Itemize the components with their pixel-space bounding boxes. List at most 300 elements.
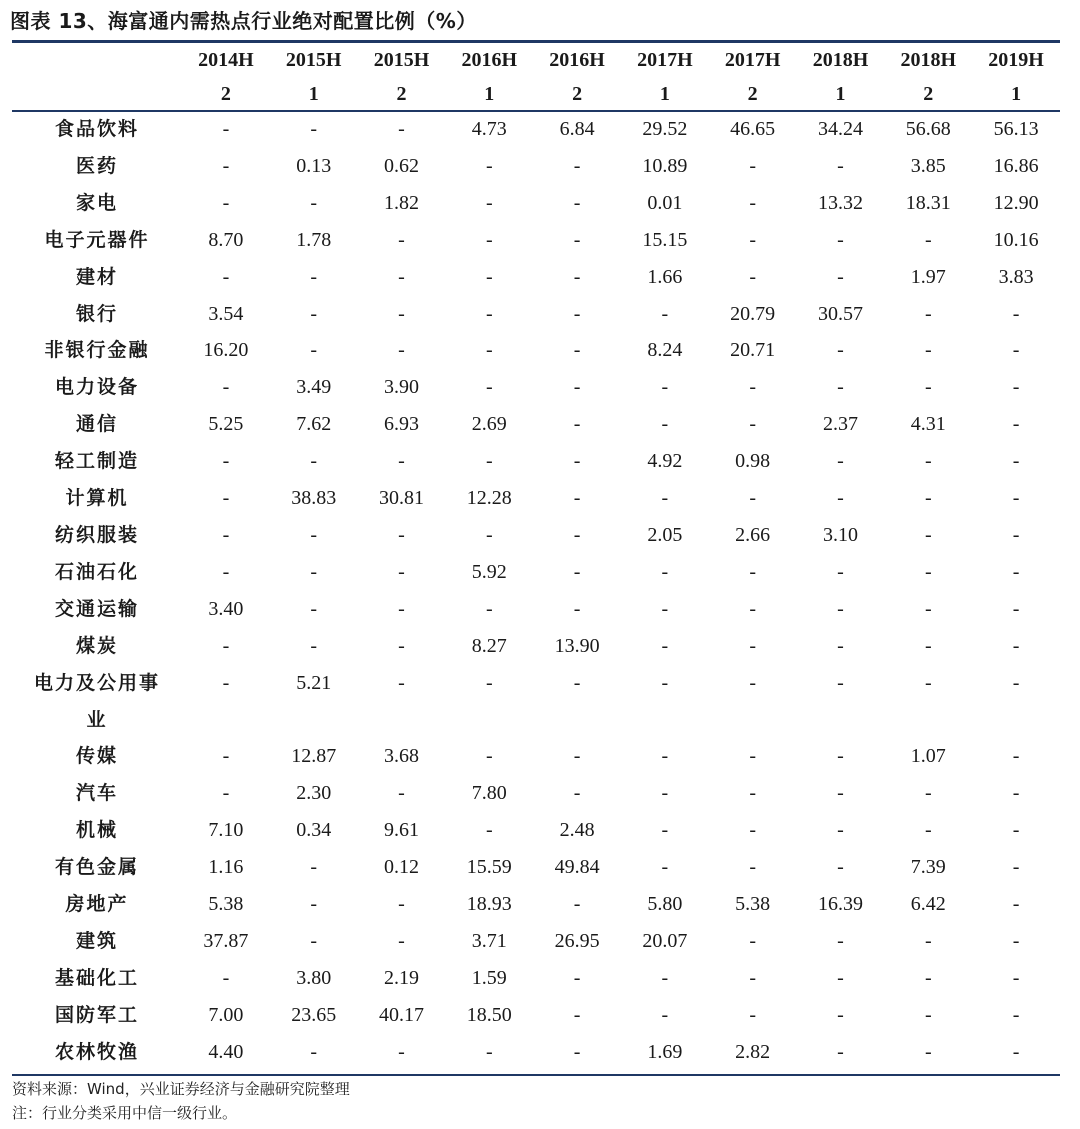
- table-cell: -: [573, 302, 581, 325]
- table-cell: 20.71: [730, 339, 776, 362]
- table-cell: -: [398, 1040, 405, 1063]
- table-cell: -: [1012, 450, 1020, 473]
- table-cell: -: [398, 450, 405, 473]
- table-cell: -: [749, 745, 757, 768]
- industry-name: 传媒: [75, 745, 118, 768]
- table-cell: -: [749, 1003, 757, 1026]
- table-cell: -: [837, 450, 844, 473]
- column-header: 2016H: [461, 49, 518, 71]
- table-cell: -: [222, 782, 230, 805]
- table-cell: -: [924, 228, 932, 251]
- column-header-half: 1: [484, 83, 495, 105]
- table-cell: -: [749, 413, 757, 436]
- table-cell: 2.66: [735, 523, 771, 546]
- table-cell: -: [661, 376, 669, 399]
- table-cell: -: [924, 339, 932, 362]
- table-cell: -: [1012, 523, 1020, 546]
- table-cell: -: [924, 523, 932, 546]
- table-cell: -: [398, 634, 405, 657]
- table-cell: 6.84: [559, 118, 595, 140]
- header-corner: [12, 42, 182, 78]
- industry-name: 纺织服装: [54, 523, 139, 546]
- table-cell: -: [573, 1040, 581, 1063]
- table-cell: -: [222, 191, 230, 214]
- table-cell: 18.31: [905, 191, 951, 214]
- table-cell: -: [749, 634, 757, 657]
- table-cell: -: [1012, 856, 1020, 879]
- table-cell: -: [661, 966, 669, 989]
- table-cell: 2.30: [296, 782, 332, 805]
- table-cell: [533, 702, 621, 739]
- table-row: [12, 812, 1060, 849]
- table-cell: -: [573, 745, 581, 768]
- table-cell: -: [924, 1040, 932, 1063]
- table-row: [12, 997, 1060, 1034]
- table-cell: 0.34: [296, 819, 332, 842]
- table-cell: 3.40: [208, 597, 244, 620]
- table-cell: -: [310, 191, 318, 214]
- table-cell: 2.69: [471, 413, 507, 436]
- table-cell: -: [837, 745, 844, 768]
- table-cell: 5.21: [296, 671, 332, 694]
- table-row: [12, 259, 1060, 296]
- industry-name: 农林牧渔: [54, 1040, 139, 1063]
- table-cell: 12.28: [466, 487, 512, 510]
- column-header: 2015H: [373, 49, 430, 71]
- table-cell: -: [749, 782, 757, 805]
- table-cell: 1.78: [296, 228, 332, 251]
- table-cell: 30.57: [817, 302, 863, 325]
- table-cell: -: [924, 1003, 932, 1026]
- table-cell: -: [924, 819, 932, 842]
- figure-title: 图表 13、海富通内需热点行业绝对配置比例（%）: [10, 9, 477, 33]
- table-cell: 13.32: [817, 191, 863, 214]
- industry-name: 电力及公用事: [33, 671, 160, 694]
- allocation-table: [12, 42, 1060, 1071]
- table-cell: -: [661, 413, 669, 436]
- table-cell: 23.65: [291, 1003, 337, 1026]
- column-header-half: 2: [747, 83, 758, 105]
- table-cell: -: [1012, 893, 1020, 916]
- table-row: [12, 886, 1060, 923]
- table-cell: -: [837, 154, 844, 177]
- table-cell: -: [1012, 1040, 1020, 1063]
- table-cell: 0.62: [383, 154, 419, 177]
- table-cell: -: [573, 228, 581, 251]
- table-cell: 1.59: [471, 966, 507, 989]
- industry-name: 国防军工: [54, 1003, 139, 1026]
- table-cell: -: [573, 154, 581, 177]
- table-cell: -: [749, 671, 757, 694]
- table-cell: -: [573, 339, 581, 362]
- table-row: [12, 1034, 1060, 1071]
- table-cell: -: [485, 339, 493, 362]
- table-cell: -: [749, 154, 757, 177]
- industry-name: 建筑: [75, 929, 118, 952]
- table-cell: [270, 702, 358, 739]
- table-cell: -: [398, 929, 405, 952]
- table-cell: 10.89: [642, 154, 688, 177]
- industry-name: 汽车: [75, 782, 118, 805]
- column-header-half: 1: [308, 83, 319, 105]
- table-cell: 15.59: [466, 856, 512, 879]
- table-cell: -: [1012, 782, 1020, 805]
- table-cell: -: [310, 523, 318, 546]
- column-header: 2017H: [637, 49, 693, 71]
- table-cell: -: [398, 560, 405, 583]
- table-cell: -: [573, 487, 581, 510]
- table-cell: -: [485, 191, 493, 214]
- column-header-half: 1: [659, 83, 670, 105]
- table-cell: 1.82: [383, 191, 419, 214]
- table-cell: -: [924, 597, 932, 620]
- table-cell: -: [310, 634, 318, 657]
- table-cell: 8.27: [471, 634, 507, 657]
- table-cell: 2.37: [822, 413, 858, 436]
- table-cell: -: [837, 597, 844, 620]
- table-cell: -: [573, 450, 581, 473]
- table-cell: 1.16: [208, 856, 244, 879]
- industry-name: 食品饮料: [54, 118, 139, 140]
- table-cell: 7.00: [208, 1003, 244, 1026]
- table-cell: -: [1012, 302, 1020, 325]
- table-cell: 9.61: [383, 819, 419, 842]
- table-row: [12, 185, 1060, 222]
- table-cell: -: [485, 154, 493, 177]
- table-cell: 8.70: [208, 228, 244, 251]
- table-cell: 4.92: [647, 450, 683, 473]
- table-cell: -: [310, 450, 318, 473]
- table-cell: 2.05: [647, 523, 683, 546]
- table-cell: -: [837, 376, 844, 399]
- table-cell: 3.85: [910, 154, 946, 177]
- table-cell: 30.81: [378, 487, 424, 510]
- table-cell: -: [1012, 929, 1020, 952]
- table-cell: 56.68: [905, 118, 951, 140]
- table-row: [12, 148, 1060, 185]
- table-cell: -: [749, 966, 757, 989]
- table-cell: -: [573, 560, 581, 583]
- table-cell: 40.17: [378, 1003, 424, 1026]
- table-cell: -: [222, 560, 230, 583]
- table-cell: -: [661, 560, 669, 583]
- table-cell: -: [1012, 487, 1020, 510]
- table-cell: 7.62: [296, 413, 332, 436]
- table-row: [12, 960, 1060, 997]
- table-cell: [797, 702, 885, 739]
- table-cell: -: [749, 819, 757, 842]
- table-cell: -: [310, 597, 318, 620]
- table-cell: -: [485, 671, 493, 694]
- table-cell: -: [310, 1040, 318, 1063]
- table-cell: 5.38: [735, 893, 771, 916]
- table-cell: 0.12: [383, 856, 419, 879]
- table-cell: -: [310, 265, 318, 288]
- table-cell: 10.16: [993, 228, 1039, 251]
- table-cell: 7.39: [910, 856, 946, 879]
- table-cell: -: [837, 228, 844, 251]
- table-cell: 0.98: [735, 450, 771, 473]
- table-cell: 1.07: [910, 745, 946, 768]
- industry-name: 电子元器件: [44, 228, 150, 251]
- table-cell: -: [1012, 376, 1020, 399]
- table-cell: -: [398, 893, 405, 916]
- table-cell: 4.31: [910, 413, 946, 436]
- table-cell: -: [837, 929, 844, 952]
- table-cell: -: [573, 671, 581, 694]
- table-cell: -: [398, 597, 405, 620]
- table-cell: -: [837, 966, 844, 989]
- industry-name: 石油石化: [54, 560, 139, 583]
- table-cell: 6.93: [383, 413, 419, 436]
- industry-name: 机械: [75, 819, 118, 842]
- table-row: [12, 554, 1060, 591]
- table-cell: 7.10: [208, 819, 244, 842]
- table-cell: -: [1012, 597, 1020, 620]
- table-cell: -: [310, 302, 318, 325]
- table-cell: 2.82: [735, 1040, 771, 1063]
- table-cell: -: [485, 523, 493, 546]
- table-cell: -: [573, 523, 581, 546]
- industry-name: 有色金属: [54, 856, 139, 879]
- table-cell: -: [485, 302, 493, 325]
- industry-name: 轻工制造: [54, 450, 139, 473]
- table-body: [12, 110, 1060, 1071]
- table-row: [12, 591, 1060, 628]
- source-note: 资料来源：Wind，兴业证券经济与金融研究院整理: [12, 1080, 350, 1098]
- table-cell: 3.68: [383, 745, 419, 768]
- industry-name: 建材: [75, 265, 118, 288]
- table-cell: 3.49: [296, 376, 332, 399]
- table-cell: 18.50: [466, 1003, 512, 1026]
- table-cell: -: [661, 302, 669, 325]
- table-cell: -: [573, 1003, 581, 1026]
- table-cell: -: [749, 191, 757, 214]
- industry-name: 业: [86, 708, 108, 731]
- table-cell: -: [222, 966, 230, 989]
- table-cell: -: [222, 265, 230, 288]
- table-row: [12, 296, 1060, 333]
- table-cell: -: [1012, 966, 1020, 989]
- table-row: [12, 849, 1060, 886]
- table-cell: 16.39: [817, 893, 863, 916]
- column-header: 2019H: [988, 49, 1044, 71]
- industry-name: 交通运输: [54, 597, 139, 620]
- header-corner: [12, 78, 182, 110]
- table-cell: -: [749, 376, 757, 399]
- table-row: [12, 702, 1060, 739]
- table-cell: -: [661, 856, 669, 879]
- table-row: [12, 110, 1060, 148]
- table-cell: -: [661, 782, 669, 805]
- table-row: [12, 222, 1060, 259]
- table-cell: -: [1012, 339, 1020, 362]
- table-cell: -: [398, 523, 405, 546]
- header-row-period: [12, 42, 1060, 78]
- table-cell: -: [837, 634, 844, 657]
- table-cell: 18.93: [466, 893, 512, 916]
- table-cell: [884, 702, 972, 739]
- table-cell: 3.83: [998, 265, 1034, 288]
- table-cell: 12.90: [993, 191, 1039, 214]
- table-cell: 5.80: [647, 893, 683, 916]
- table-cell: -: [1012, 634, 1020, 657]
- table-cell: 12.87: [291, 745, 337, 768]
- table-cell: 29.52: [642, 118, 688, 140]
- table-cell: 34.24: [817, 118, 863, 140]
- table-cell: -: [749, 228, 757, 251]
- table-cell: 5.92: [471, 560, 507, 583]
- table-cell: -: [222, 118, 230, 140]
- table-cell: -: [924, 450, 932, 473]
- table-cell: -: [222, 634, 230, 657]
- table-cell: 13.90: [554, 634, 600, 657]
- column-header: 2018H: [900, 49, 957, 71]
- table-cell: -: [1012, 1003, 1020, 1026]
- table-cell: -: [485, 597, 493, 620]
- table-cell: -: [1012, 671, 1020, 694]
- table-cell: 37.87: [203, 929, 249, 952]
- table-cell: 56.13: [993, 118, 1039, 140]
- table-cell: -: [661, 1003, 669, 1026]
- table-cell: -: [222, 487, 230, 510]
- table-cell: -: [661, 597, 669, 620]
- table-cell: -: [924, 966, 932, 989]
- column-header-half: 2: [923, 83, 934, 105]
- industry-name: 计算机: [65, 487, 129, 510]
- table-cell: -: [398, 782, 405, 805]
- column-header: 2018H: [812, 49, 869, 71]
- table-cell: -: [837, 487, 844, 510]
- table-cell: 0.13: [296, 154, 332, 177]
- table-cell: 16.20: [203, 339, 249, 362]
- table-cell: 2.19: [383, 966, 419, 989]
- table-cell: 3.71: [471, 929, 507, 952]
- table-cell: -: [1012, 413, 1020, 436]
- table-cell: -: [222, 671, 230, 694]
- table-cell: -: [749, 597, 757, 620]
- table-cell: -: [573, 191, 581, 214]
- industry-name: 银行: [75, 302, 118, 325]
- column-header: 2015H: [285, 49, 342, 71]
- table-cell: -: [398, 339, 405, 362]
- table-cell: -: [310, 118, 318, 140]
- table-cell: -: [749, 560, 757, 583]
- table-cell: -: [924, 560, 932, 583]
- table-cell: [445, 702, 533, 739]
- column-header: 2016H: [549, 49, 605, 71]
- table-cell: -: [924, 634, 932, 657]
- industry-name: 医药: [75, 154, 118, 177]
- table-row: [12, 406, 1060, 443]
- table-cell: -: [661, 487, 669, 510]
- industry-name: 房地产: [65, 893, 129, 916]
- table-row: [12, 775, 1060, 812]
- table-cell: -: [485, 450, 493, 473]
- table-cell: 6.42: [910, 893, 946, 916]
- table-cell: -: [485, 819, 493, 842]
- table-cell: -: [837, 782, 844, 805]
- table-cell: -: [573, 893, 581, 916]
- table-cell: -: [837, 265, 844, 288]
- table-cell: -: [837, 1040, 844, 1063]
- table-cell: -: [749, 487, 757, 510]
- header-row-half: [12, 78, 1060, 110]
- column-header-half: 2: [220, 83, 231, 105]
- footnote: 注：行业分类采用中信一级行业。: [12, 1104, 238, 1122]
- table-cell: -: [924, 782, 932, 805]
- table-row: [12, 665, 1060, 702]
- table-cell: 1.66: [647, 265, 683, 288]
- table-cell: -: [924, 487, 932, 510]
- table-cell: -: [573, 265, 581, 288]
- table-cell: 20.07: [642, 929, 688, 952]
- table-cell: -: [398, 302, 405, 325]
- table-cell: 38.83: [291, 487, 337, 510]
- table-cell: 8.24: [647, 339, 683, 362]
- table-cell: -: [573, 782, 581, 805]
- table-cell: -: [222, 376, 230, 399]
- table-cell: -: [924, 671, 932, 694]
- table-cell: [621, 702, 709, 739]
- industry-name: 通信: [75, 413, 118, 436]
- industry-name: 非银行金融: [44, 339, 150, 362]
- table-row: [12, 480, 1060, 517]
- table-cell: 4.40: [208, 1040, 244, 1063]
- table-cell: 3.80: [296, 966, 332, 989]
- column-header-half: 2: [396, 83, 407, 105]
- table-cell: -: [398, 228, 405, 251]
- table-cell: 5.25: [208, 413, 244, 436]
- column-header-half: 1: [1011, 83, 1022, 105]
- table-cell: -: [310, 339, 318, 362]
- table-cell: -: [485, 1040, 493, 1063]
- industry-name: 家电: [75, 191, 118, 214]
- table-cell: -: [310, 560, 318, 583]
- table-cell: -: [398, 671, 405, 694]
- table-cell: -: [661, 634, 669, 657]
- table-cell: -: [837, 560, 844, 583]
- table-cell: 7.80: [471, 782, 507, 805]
- table-cell: 2.48: [559, 819, 595, 842]
- table-cell: 4.73: [471, 118, 507, 140]
- table-cell: 16.86: [993, 154, 1039, 177]
- table-cell: -: [485, 265, 493, 288]
- table-cell: -: [1012, 745, 1020, 768]
- table-cell: 15.15: [642, 228, 688, 251]
- table-cell: -: [222, 450, 230, 473]
- table-cell: -: [661, 819, 669, 842]
- table-cell: -: [661, 671, 669, 694]
- table-cell: -: [749, 929, 757, 952]
- table-cell: -: [924, 376, 932, 399]
- column-header-half: 2: [572, 83, 583, 105]
- table-row: [12, 923, 1060, 960]
- industry-name: 电力设备: [54, 376, 139, 399]
- table-row: [12, 443, 1060, 480]
- table-cell: -: [398, 265, 405, 288]
- table-row: [12, 738, 1060, 775]
- table-cell: 1.69: [647, 1040, 683, 1063]
- table-cell: 0.01: [647, 191, 683, 214]
- table-cell: -: [1012, 819, 1020, 842]
- table-cell: -: [485, 376, 493, 399]
- table-row: [12, 628, 1060, 665]
- table-bottom-rule: [12, 1074, 1060, 1076]
- table-row: [12, 369, 1060, 406]
- column-header: 2014H: [198, 49, 254, 71]
- table-cell: -: [310, 929, 318, 952]
